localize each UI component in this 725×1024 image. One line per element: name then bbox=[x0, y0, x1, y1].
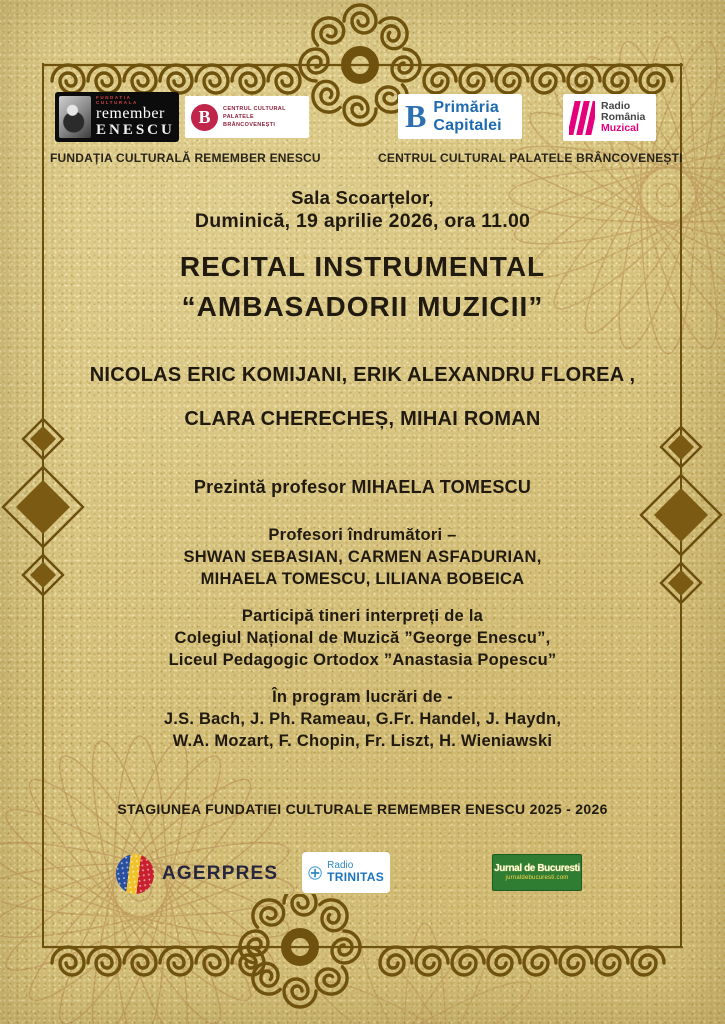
flower-watermark-bottom-center bbox=[295, 915, 555, 1024]
performers-line2: CLARA CHERECHEȘ, MIHAI ROMAN bbox=[184, 408, 541, 430]
event-datetime: Duminică, 19 aprilie 2026, ora 11.00 bbox=[194, 210, 531, 232]
radio-muzical-line2: România bbox=[601, 110, 646, 123]
trinitas-line2: TRINITAS bbox=[327, 870, 384, 885]
primaria-logo-line1: Primăria bbox=[433, 99, 499, 117]
enescu-logo-tagline: FUNDATIA CULTURALA bbox=[96, 95, 138, 105]
program-line2: W.A. Mozart, F. Chopin, Fr. Liszt, H. Wieniawski bbox=[172, 732, 553, 750]
logo-jurnal-de-bucuresti bbox=[492, 854, 582, 891]
trinitas-line1: Radio bbox=[327, 860, 354, 872]
participants-line2: Colegiul Național de Muzică ”George Enescu”, bbox=[174, 629, 551, 647]
centrul-monogram-icon: B bbox=[191, 104, 218, 131]
teachers-line1: SHWAN SEBASIAN, CARMEN ASFADURIAN, bbox=[183, 548, 542, 566]
primaria-monogram-icon: B bbox=[405, 98, 427, 135]
logo-agerpres bbox=[116, 854, 278, 894]
participants-line3: Liceul Pedagogic Ortodox ”Anastasia Popescu” bbox=[168, 651, 557, 669]
agerpres-label: AGERPRES bbox=[162, 863, 279, 884]
teachers-heading: Profesori îndrumători – bbox=[268, 526, 457, 544]
radio-muzical-line1: Radio bbox=[601, 99, 631, 112]
logo-radio-trinitas bbox=[302, 852, 390, 893]
enescu-logo-line2: ENESCU bbox=[96, 122, 175, 138]
logo-remember-enescu bbox=[55, 92, 179, 142]
radio-muzical-line3: Muzical bbox=[601, 122, 639, 135]
logo-primaria-capitalei bbox=[398, 94, 522, 139]
logo-centrul-cultural bbox=[185, 96, 309, 138]
agerpres-globe-icon bbox=[113, 852, 156, 897]
scroll-border-bottom bbox=[0, 894, 725, 1024]
jurnal-site: jurnaldebucuresti.com bbox=[505, 875, 569, 881]
jurnal-title: Jurnal de Bucuresti bbox=[494, 862, 580, 874]
program-line1: J.S. Bach, J. Ph. Rameau, G.Fr. Handel, J. Haydn, bbox=[163, 710, 562, 728]
centrul-logo-line2: PALATELE BRÂNCOVENEȘTI bbox=[223, 113, 276, 129]
event-venue: Sala Scoarțelor, bbox=[291, 187, 434, 208]
trinitas-cross-icon bbox=[308, 861, 322, 885]
season-line: STAGIUNEA FUNDATIEI CULTURALE REMEMBER ENESCU 2025 - 2026 bbox=[117, 801, 608, 817]
centrul-logo-line1: CENTRUL CULTURAL bbox=[223, 105, 286, 112]
caption-fundatia: FUNDAȚIA CULTURALĂ REMEMBER ENESCU bbox=[50, 151, 321, 165]
event-title-line2: “AMBASADORII MUZICII” bbox=[181, 291, 544, 322]
performers-line1: NICOLAS ERIC KOMIJANI, ERIK ALEXANDRU FLOREA , bbox=[89, 364, 636, 386]
primaria-logo-line2: Capitalei bbox=[433, 116, 502, 134]
event-title-line1: RECITAL INSTRUMENTAL bbox=[179, 251, 546, 282]
logo-radio-romania-muzical bbox=[563, 94, 656, 141]
participants-line1: Participă tineri interpreți de la bbox=[241, 607, 484, 625]
presenter-line: Prezintă profesor MIHAELA TOMESCU bbox=[193, 477, 532, 497]
enescu-portrait-image bbox=[59, 96, 91, 138]
teachers-line2: MIHAELA TOMESCU, LILIANA BOBEICA bbox=[200, 570, 525, 588]
diamond-ornament-right bbox=[631, 395, 725, 635]
caption-centrul: CENTRUL CULTURAL PALATELE BRÂNCOVENEȘTI bbox=[378, 151, 683, 165]
enescu-logo-line1: remember bbox=[96, 105, 165, 122]
radio-muzical-stripes-icon bbox=[569, 101, 595, 135]
program-heading: În program lucrări de - bbox=[272, 688, 453, 706]
